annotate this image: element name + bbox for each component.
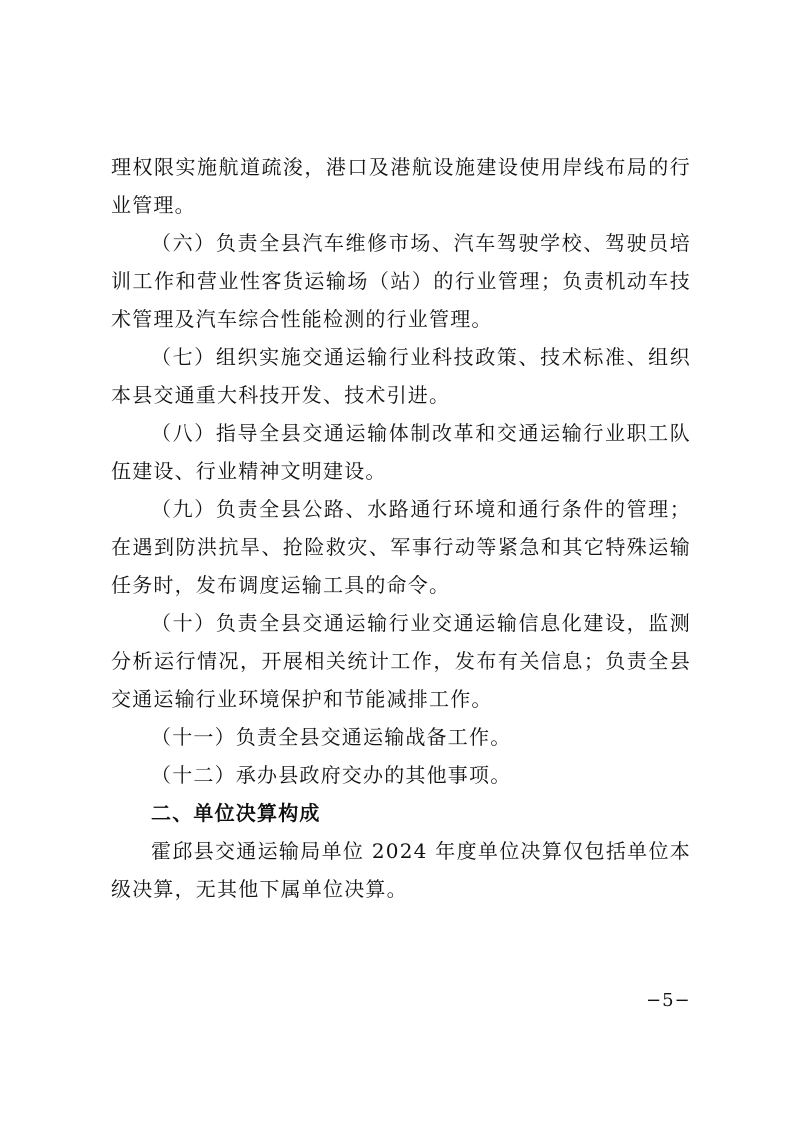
paragraph-item-7: （七）组织实施交通运输行业科技政策、技术标准、组织本县交通重大科技开发、技术引进。 (111, 345, 691, 407)
page-number: −5− (646, 990, 691, 1011)
paragraph-item-11: （十一）负责全县交通运输战备工作。 (151, 725, 512, 749)
paragraph-item-6: （六）负责全县汽车维修市场、汽车驾驶学校、驾驶员培训工作和营业性客货运输场（站）的行业管理；负责机动车技术管理及汽车综合性能检测的行业管理。 (111, 231, 691, 331)
section-heading: 二、单位决算构成 (151, 801, 321, 825)
section-paragraph: 霍邱县交通运输局单位 2024 年度单位决算仅包括单位本级决算，无其他下属单位决算。 (111, 839, 691, 901)
paragraph-continued: 理权限实施航道疏浚，港口及港航设施建设使用岸线布局的行业管理。 (111, 155, 691, 217)
paragraph-item-12: （十二）承办县政府交办的其他事项。 (151, 763, 512, 787)
document-body (111, 148, 691, 908)
paragraph-item-10: （十）负责全县交通运输行业交通运输信息化建设，监测分析运行情况，开展相关统计工作，发布有关信息；负责全县交通运输行业环境保护和节能减排工作。 (111, 611, 691, 711)
paragraph-item-8: （八）指导全县交通运输体制改革和交通运输行业职工队伍建设、行业精神文明建设。 (111, 421, 691, 483)
paragraph-item-9: （九）负责全县公路、水路通行环境和通行条件的管理；在遇到防洪抗旱、抢险救灾、军事行动等紧急和其它特殊运输任务时，发布调度运输工具的命令。 (111, 497, 691, 597)
